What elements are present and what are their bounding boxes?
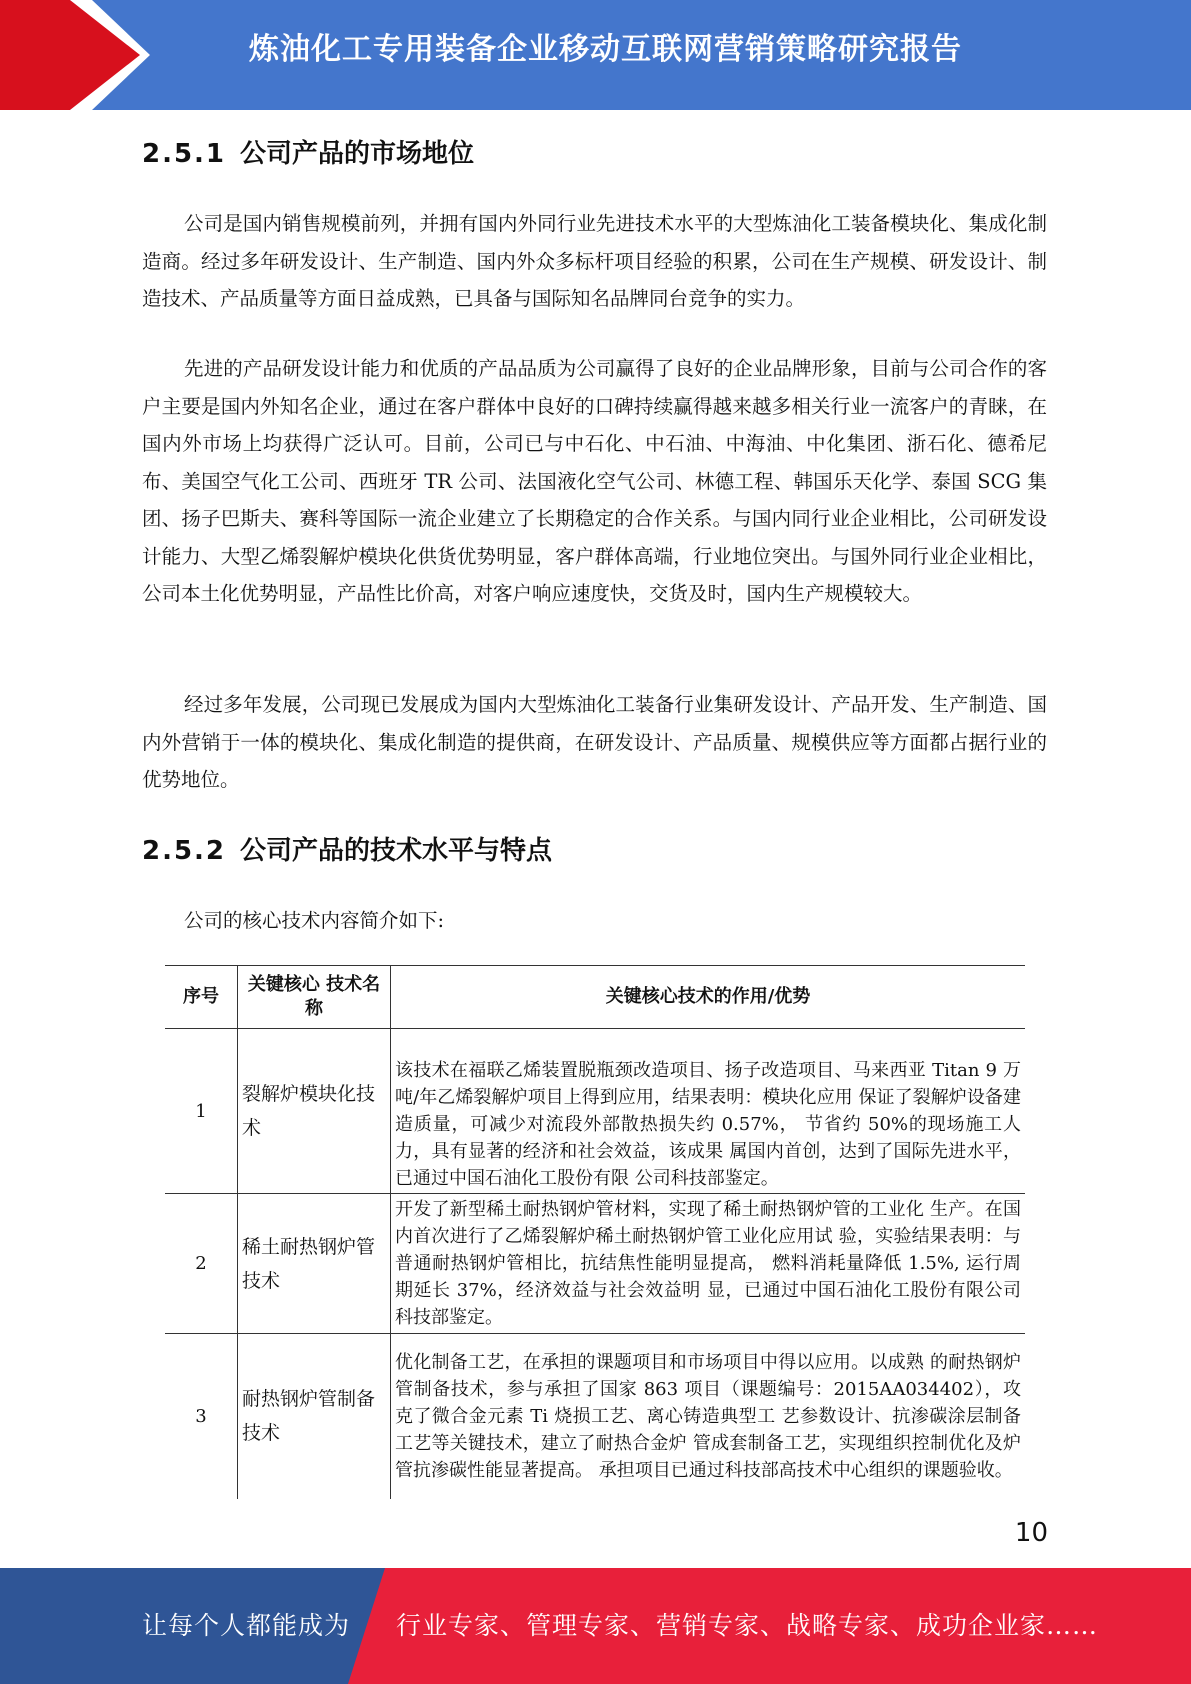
report-title: 炼油化工专用装备企业移动互联网营销策略研究报告 — [249, 32, 962, 67]
section-number: 2.5.1 — [142, 139, 227, 169]
page-number: 10 — [1014, 1518, 1048, 1548]
row-tech-name: 耐热钢炉管制备技术 — [238, 1334, 391, 1499]
section-heading-2-5-2 — [142, 830, 552, 867]
header-tech-advantage: 关键核心技术的作用/优势 — [391, 966, 1026, 1029]
row-tech-name: 裂解炉模块化技术 — [238, 1029, 391, 1194]
row-tech-desc: 该技术在福联乙烯装置脱瓶颈改造项目、扬子改造项目、马来西亚 Titan 9 万吨/年乙烯裂解炉项目上得到应用，结果表明：模块化应用 保证了裂解炉设备建造质量，可减少对流段外部散热损失约 0.57%， 节省约 50%的现场施工人力，具有显著的经济和社会效益，该成果 属国内首创，达到了国际先进水平，已通过中国石油化工股份有限 公司科技部鉴定。 — [391, 1029, 1026, 1194]
footer-slogan-left: 让每个人都能成为 — [142, 1611, 351, 1640]
table-intro: 公司的核心技术内容简介如下: — [184, 909, 445, 932]
section-title: 公司产品的技术水平与特点 — [240, 836, 553, 866]
paragraph-3: 经过多年发展，公司现已发展成为国内大型炼油化工装备行业集研发设计、产品开发、生产制造、国内外营销于一体的模块化、集成化制造的提供商，在研发设计、产品质量、规模供应等方面都占据行业的优势地位。 — [142, 693, 1047, 791]
row-num: 3 — [165, 1334, 238, 1499]
header-tech-name: 关键核心 技术名称 — [238, 966, 391, 1029]
row-tech-name: 稀土耐热钢炉管技术 — [238, 1194, 391, 1334]
table-header-row — [165, 966, 1025, 1029]
table-row — [165, 1334, 1025, 1499]
core-technology-table — [165, 965, 1025, 1499]
row-num: 1 — [165, 1029, 238, 1194]
footer-slogan-right: 行业专家、管理专家、营销专家、战略专家、成功企业家…… — [396, 1611, 1099, 1640]
paragraph-1: 公司是国内销售规模前列，并拥有国内外同行业先进技术水平的大型炼油化工装备模块化、集成化制造商。经过多年研发设计、生产制造、国内外众多标杆项目经验的积累，公司在生产规模、研发设计、制造技术、产品质量等方面日益成熟，已具备与国际知名品牌同台竞争的实力。 — [142, 212, 1047, 310]
row-num: 2 — [165, 1194, 238, 1334]
table-row — [165, 1194, 1025, 1334]
row-tech-desc: 开发了新型稀土耐热钢炉管材料，实现了稀土耐热钢炉管的工业化 生产。在国内首次进行了乙烯裂解炉稀土耐热钢炉管工业化应用试 验，实验结果表明：与普通耐热钢炉管相比，抗结焦性能明显提高， 燃料消耗量降低 1.5%, 运行周期延长 37%，经济效益与社会效益明 显，已通过中国石油化工股份有限公司科技部鉴定。 — [391, 1194, 1026, 1334]
section-number: 2.5.2 — [142, 836, 227, 866]
page-header — [0, 0, 1191, 110]
header-num: 序号 — [165, 966, 238, 1029]
table-row — [165, 1029, 1025, 1194]
section-title: 公司产品的市场地位 — [240, 139, 475, 169]
row-tech-desc: 优化制备工艺，在承担的课题项目和市场项目中得以应用。以成熟 的耐热钢炉管制备技术，参与承担了国家 863 项目（课题编号：2015AA034402），攻克了微合金元素 Ti 烧损工艺、离心铸造典型工 艺参数设计、抗渗碳涂层制备工艺等关键技术，建立了耐热合金炉 管成套制备工艺，实现组织控制优化及炉管抗渗碳性能显著提高。 承担项目已通过科技部高技术中心组织的课题验收。 — [391, 1334, 1026, 1499]
page-footer — [0, 1568, 1191, 1684]
paragraph-2: 先进的产品研发设计能力和优质的产品品质为公司赢得了良好的企业品牌形象，目前与公司合作的客户主要是国内外知名企业，通过在客户群体中良好的口碑持续赢得越来越多相关行业一流客户的青睐，在国内外市场上均获得广泛认可。目前，公司已与中石化、中石油、中海油、中化集团、浙石化、德希尼布、美国空气化工公司、西班牙 TR 公司、法国液化空气公司、林德工程、韩国乐天化学、泰国 SCG 集团、扬子巴斯夫、赛科等国际一流企业建立了长期稳定的合作关系。与国内同行业企业相比，公司研发设计能力、大型乙烯裂解炉模块化供货优势明显，客户群体高端，行业地位突出。与国外同行业企业相比，公司本土化优势明显，产品性比价高，对客户响应速度快，交货及时，国内生产规模较大。 — [142, 357, 1047, 605]
section-heading-2-5-1 — [142, 133, 474, 170]
